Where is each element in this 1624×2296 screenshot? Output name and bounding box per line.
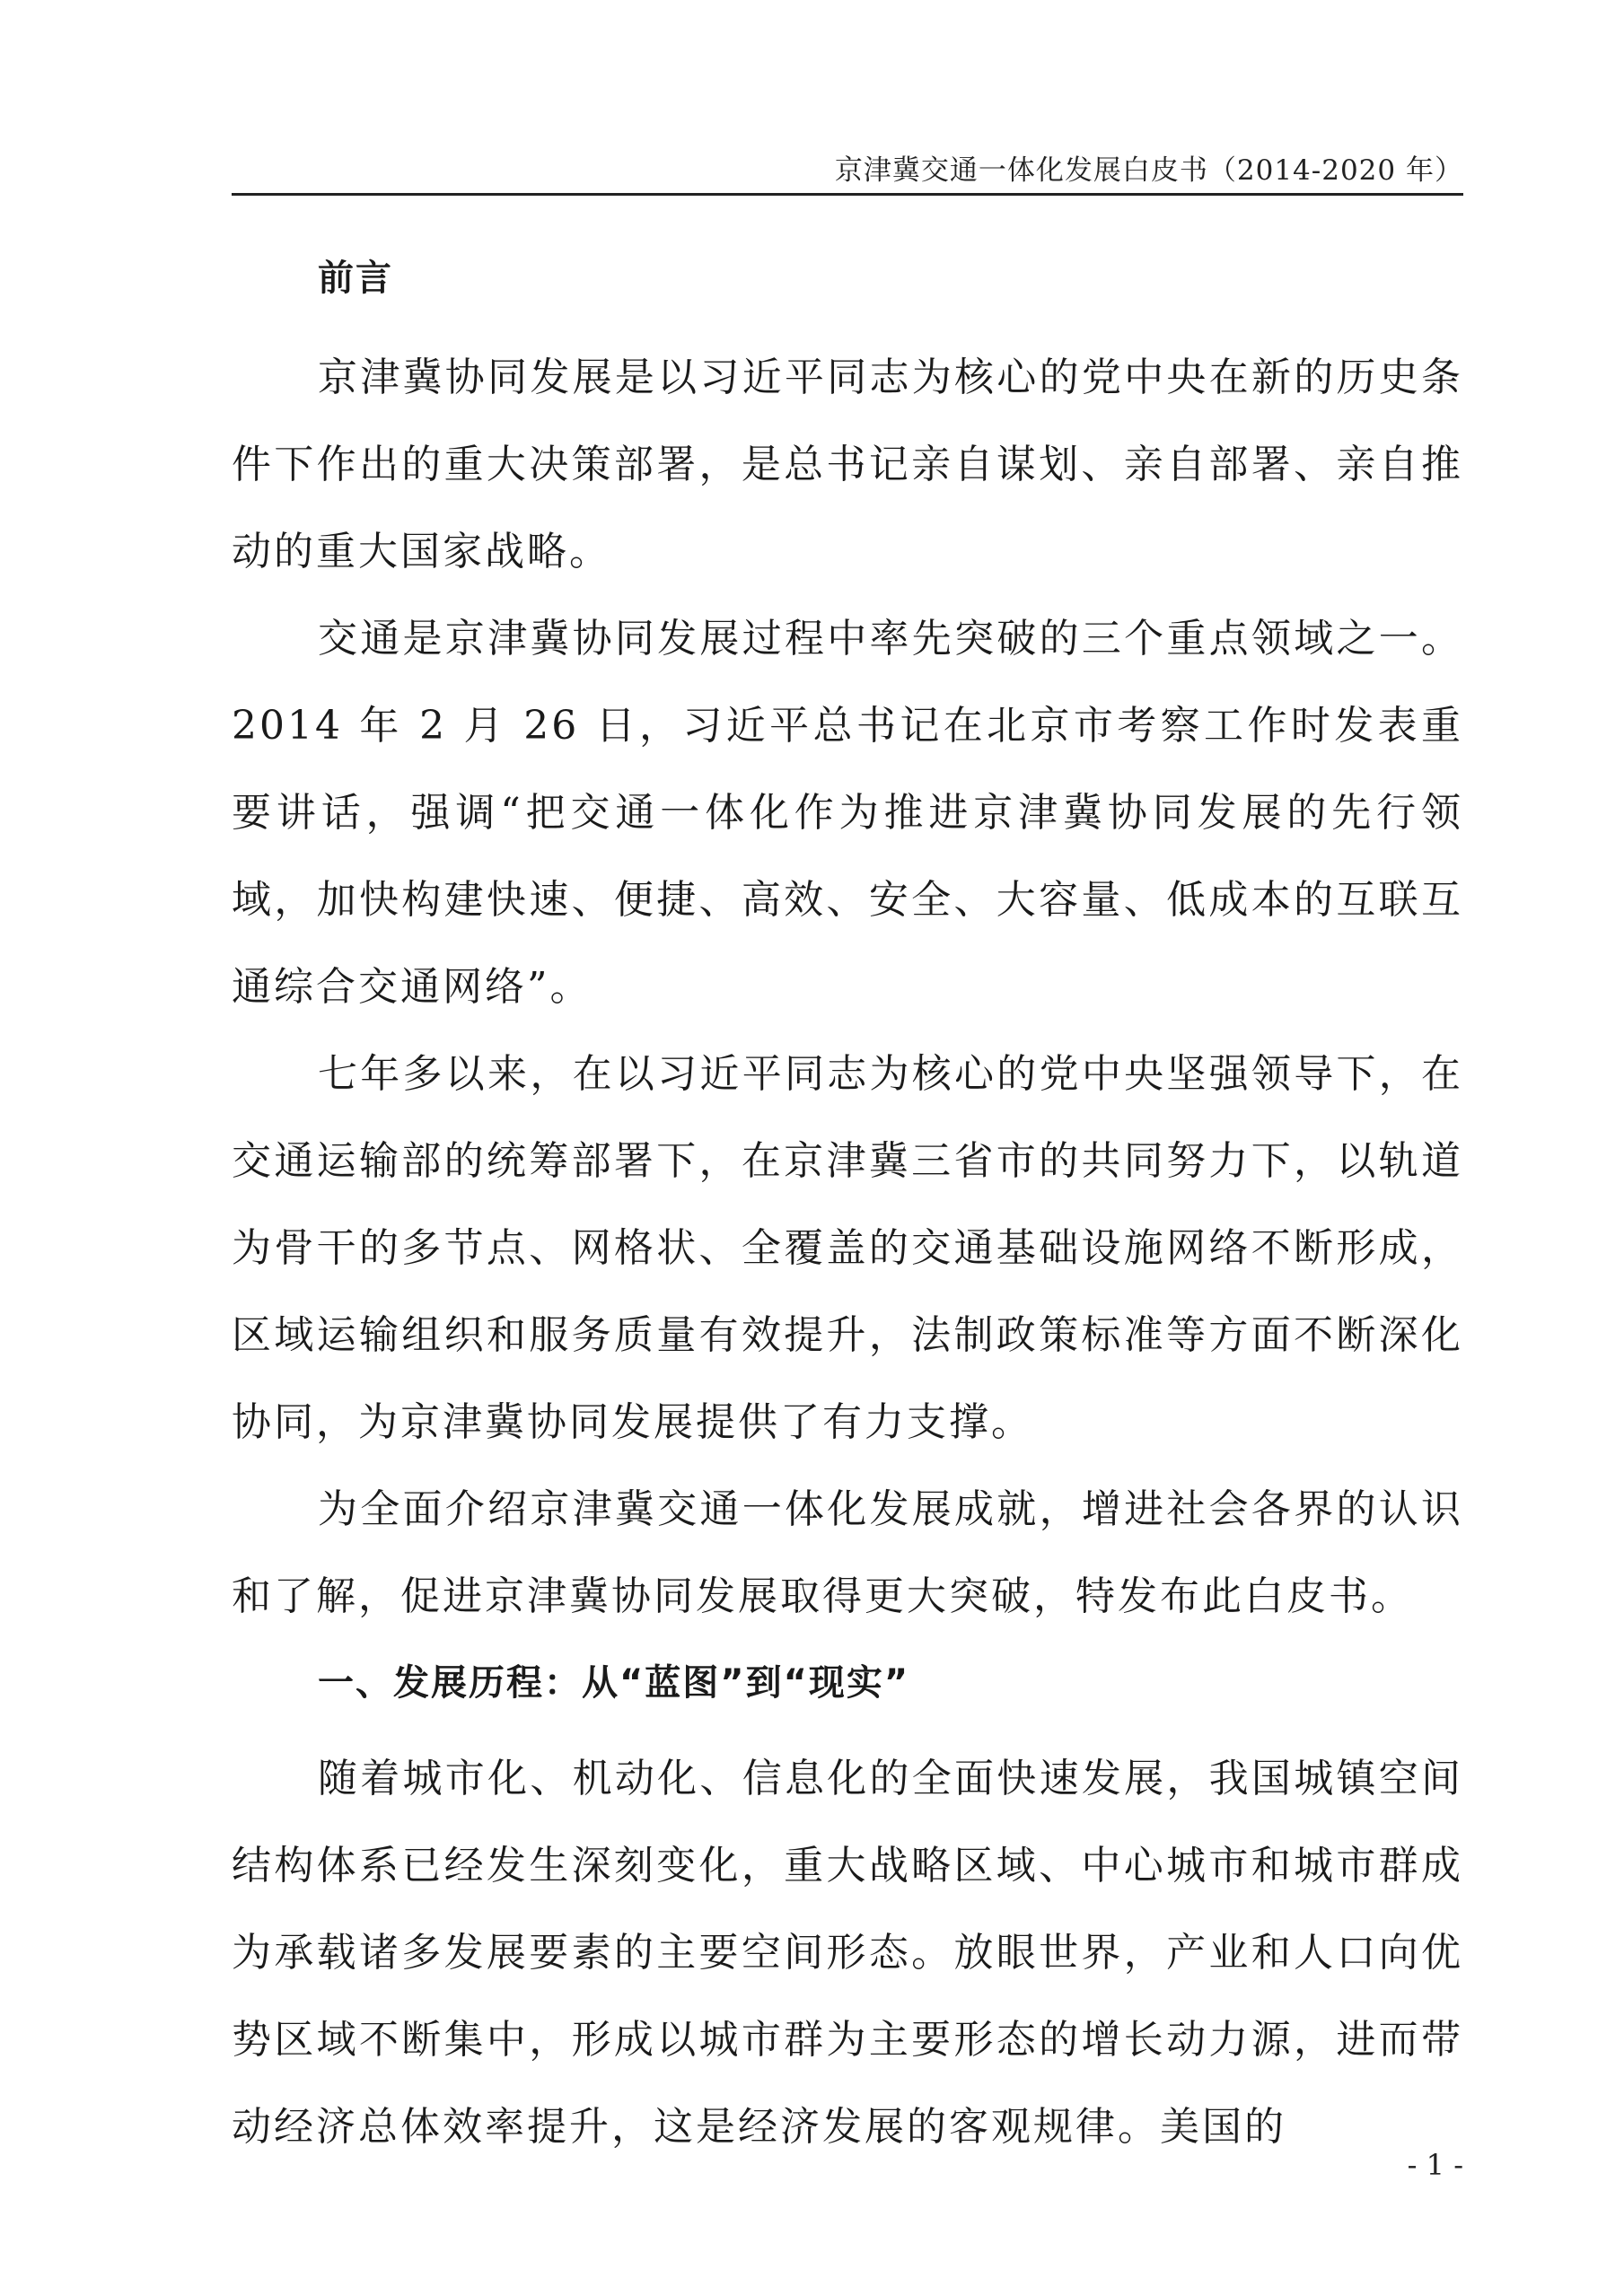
header-rule xyxy=(232,193,1463,196)
preface-paragraph-3: 七年多以来，在以习近平同志为核心的党中央坚强领导下，在交通运输部的统筹部署下，在京津冀三省市的共同努力下，以轨道为骨干的多节点、网格状、全覆盖的交通基础设施网络不断形成，区域运输组织和服务质量有效提升，法制政策标准等方面不断深化协同，为京津冀协同发展提供了有力支撑。 xyxy=(232,1051,1463,1445)
body-text xyxy=(232,241,1463,2170)
preface-paragraph-4: 为全面介绍京津冀交通一体化发展成就，增进社会各界的认识和了解，促进京津冀协同发展取得更大突破，特发布此白皮书。 xyxy=(232,1486,1463,1619)
section-1-paragraph-1: 随着城市化、机动化、信息化的全面快速发展，我国城镇空间结构体系已经发生深刻变化，重大战略区域、中心城市和城市群成为承载诸多发展要素的主要空间形态。放眼世界，产业和人口向优势区域不断集中，形成以城市群为主要形态的增长动力源，进而带动经济总体效率提升，这是经济发展的客观规律。美国的 xyxy=(232,1756,1463,2150)
preface-heading: 前言 xyxy=(318,258,393,299)
page-number: - 1 - xyxy=(1407,2148,1463,2182)
section-1-heading: 一、发展历程：从“蓝图”到“现实” xyxy=(318,1662,910,1704)
preface-paragraph-2: 交通是京津冀协同发展过程中率先突破的三个重点领域之一。2014 年 2 月 26 日，习近平总书记在北京市考察工作时发表重要讲话，强调“把交通一体化作为推进京津冀协同发展的先行领域，加快构建快速、便捷、高效、安全、大容量、低成本的互联互通综合交通网络”。 xyxy=(232,616,1463,1010)
preface-paragraph-1: 京津冀协同发展是以习近平同志为核心的党中央在新的历史条件下作出的重大决策部署，是总书记亲自谋划、亲自部署、亲自推动的重大国家战略。 xyxy=(232,355,1463,574)
running-header: 京津冀交通一体化发展白皮书（2014-2020 年） xyxy=(834,154,1463,187)
